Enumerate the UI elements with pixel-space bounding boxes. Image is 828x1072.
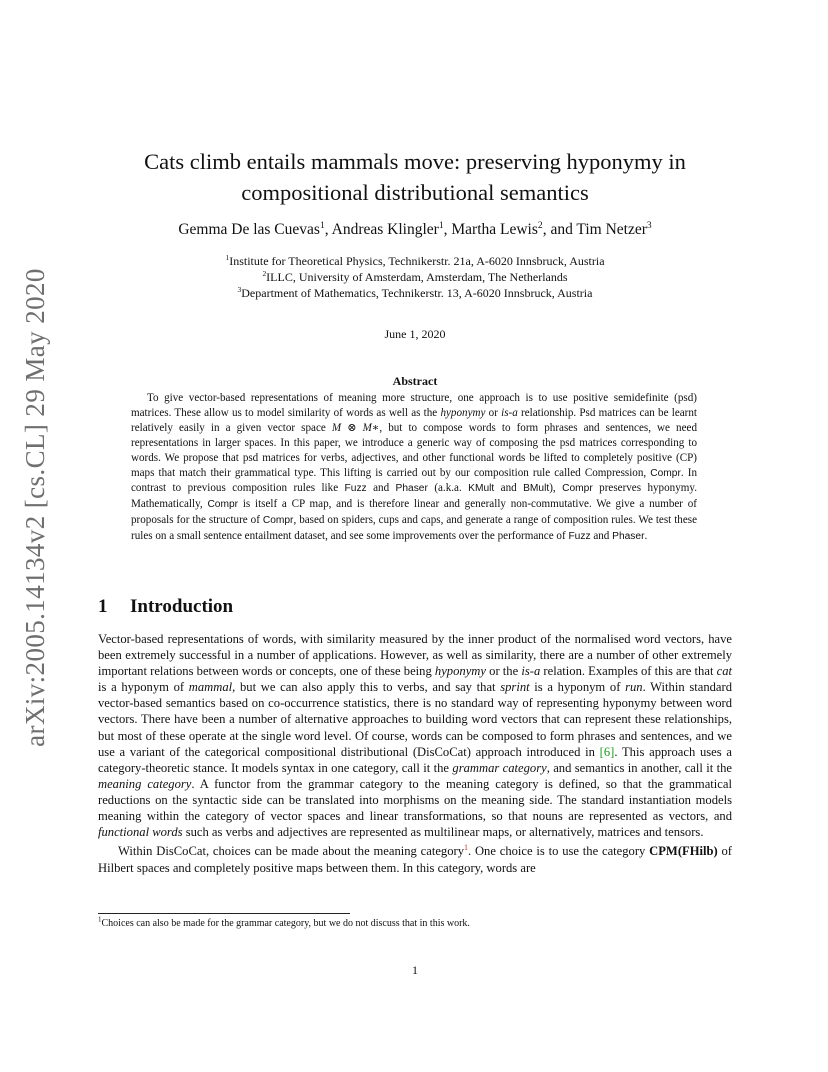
emphasis: cat bbox=[716, 664, 732, 679]
author-separator: , and bbox=[542, 221, 577, 238]
section-heading bbox=[98, 596, 233, 618]
emphasis: is-a bbox=[521, 664, 541, 679]
author-affiliation-mark: 1 bbox=[438, 219, 444, 231]
emphasis: mammal bbox=[188, 680, 233, 695]
author: Andreas Klingler bbox=[331, 221, 439, 238]
footnote-text: Choices can also be made for the grammar category, but we do not discuss that in this work. bbox=[101, 918, 470, 929]
author-affiliation-mark: 3 bbox=[646, 219, 652, 231]
rule-name: Compr bbox=[262, 515, 294, 527]
section-title: Introduction bbox=[130, 596, 234, 617]
arxiv-sidebar-stamp bbox=[18, 267, 52, 747]
title-line-2: compositional distributional semantics bbox=[241, 180, 589, 205]
rule-name: BMult bbox=[523, 483, 550, 495]
bold-term: CPM(FHilb) bbox=[649, 844, 718, 859]
publication-date: June 1, 2020 bbox=[384, 327, 446, 341]
arxiv-identifier: arXiv:2005.14134v2 [cs.CL] 29 May 2020 bbox=[19, 267, 50, 747]
rule-name: Phaser bbox=[612, 531, 645, 543]
author-list bbox=[100, 221, 730, 239]
rule-name: KMult bbox=[468, 483, 495, 495]
page-number: 1 bbox=[412, 963, 418, 977]
emphasis: M ⊗ M∗ bbox=[331, 421, 380, 434]
section-body bbox=[98, 631, 732, 876]
rule-name: Compr bbox=[207, 499, 239, 511]
author-affiliation-mark: 1 bbox=[319, 219, 325, 231]
affiliation-mark: 1 bbox=[225, 253, 230, 262]
affiliation-list bbox=[100, 253, 730, 301]
emphasis: is-a bbox=[501, 406, 518, 419]
author: Tim Netzer bbox=[576, 221, 647, 238]
author: Martha Lewis bbox=[451, 221, 538, 238]
affiliation bbox=[100, 269, 730, 285]
author: Gemma De las Cuevas bbox=[178, 221, 320, 238]
rule-name: Compr bbox=[562, 483, 593, 495]
footnote-ref-link[interactable]: 1 bbox=[464, 843, 468, 853]
rule-name: Phaser bbox=[395, 483, 428, 495]
affiliation-text: Institute for Theoretical Physics, Technikerstr. 21a, A-6020 Innsbruck, Austria bbox=[229, 254, 605, 268]
affiliation-mark: 2 bbox=[262, 269, 267, 278]
author-separator: , bbox=[443, 221, 452, 238]
paper-title bbox=[100, 146, 730, 208]
footnote bbox=[98, 915, 732, 929]
affiliation bbox=[100, 253, 730, 269]
abstract-heading: Abstract bbox=[392, 374, 438, 388]
affiliation-mark: 3 bbox=[237, 285, 242, 294]
affiliation bbox=[100, 285, 730, 301]
title-line-1: Cats climb entails mammals move: preserving hyponymy in bbox=[144, 149, 686, 174]
author-affiliation-mark: 2 bbox=[537, 219, 543, 231]
emphasis: grammar category bbox=[452, 760, 547, 775]
rule-name: Fuzz bbox=[344, 483, 367, 495]
citation-link[interactable]: [6] bbox=[599, 744, 615, 759]
affiliation-text: ILLC, University of Amsterdam, Amsterdam, The Netherlands bbox=[266, 270, 568, 284]
affiliation-text: Department of Mathematics, Technikerstr. 13, A-6020 Innsbruck, Austria bbox=[241, 286, 593, 300]
emphasis: hyponymy bbox=[434, 664, 486, 679]
emphasis: run bbox=[625, 680, 643, 695]
section-number: 1 bbox=[98, 596, 108, 617]
emphasis: functional words bbox=[98, 825, 183, 840]
abstract-text: To give vector-based representations of meaning more structure, one approach is to use positive semidefinite (psd) matrices. These allow us to model similarity of words as well as the hyponymy or is-a relationship. Psd matrices can be learnt relatively easily in a given vector space M ⊗ M∗, but to compose words to form phrases and sentences, we need representations in larger spaces. In this paper, we introduce a generic way of composing the psd matrices corresponding to words. We propose that psd matrices for verbs, adjectives, and other functional words be lifted to completely positive (CP) maps that match their grammatical type. This lifting is carried out by our composition rule called Compression, Compr. In contrast to previous composition rules like Fuzz and Phaser (a.k.a. KMult and BMult), Compr preserves hyponymy. Mathematically, Compr is itself a CP map, and is therefore linear and generally non-commutative. We give a number of proposals for the structure of Compr, based on spiders, cups and caps, and generate a range of composition rules. We test these rules on a small sentence entailment dataset, and see some improvements over the performance of Fuzz and Phaser. bbox=[131, 392, 698, 543]
author-separator: , bbox=[324, 221, 332, 238]
emphasis: meaning category bbox=[98, 776, 192, 791]
rule-name: Fuzz bbox=[568, 531, 591, 543]
footnote-mark: 1 bbox=[98, 915, 102, 924]
emphasis: hyponymy bbox=[440, 406, 486, 419]
body-paragraph: Vector-based representations of words, with similarity measured by the inner product of the normalised word vectors, have been extremely successful in a number of applications. However, as well as similarity, there are a number of other extremely important relations between words or concepts, one of these being hyponymy or the is-a relation. Examples of this are that cat is a hyponym of mammal, but we can also apply this to verbs, and say that sprint is a hyponym of run. Within standard vector-based semantics based on co-occurrence statistics, there is no standard way of representing hyponymy between word vectors. There have been a number of alternative approaches to building word vectors that can represent these relationships, but most of these operate at the single word level. Of course, words can be composed to form phrases and sentences, and we use a variant of the categorical compositional distributional (DisCoCat) approach introduced in [6]. This approach uses a category-theoretic stance. It models syntax in one category, call it the grammar category, and semantics in another, call it the meaning category. A functor from the grammar category to the meaning category is defined, so that the grammatical reductions on the syntactic side can be translated into morphisms on the meaning side. The standard instantiation models meaning within the category of vector spaces and linear transformations, so that nouns are represented as vectors, and functional words such as verbs and adjectives are represented as multilinear maps, or alternatively, matrices and tensors. bbox=[98, 632, 733, 840]
footnote-rule bbox=[98, 913, 350, 914]
emphasis: sprint bbox=[500, 680, 530, 695]
rule-name: Compr bbox=[650, 467, 681, 479]
body-paragraph: Within DisCoCat, choices can be made about the meaning category$^1$. One choice is to use the category CPM(FHilb) of Hilbert spaces and completely positive maps between them. In this category, words are bbox=[98, 843, 732, 875]
